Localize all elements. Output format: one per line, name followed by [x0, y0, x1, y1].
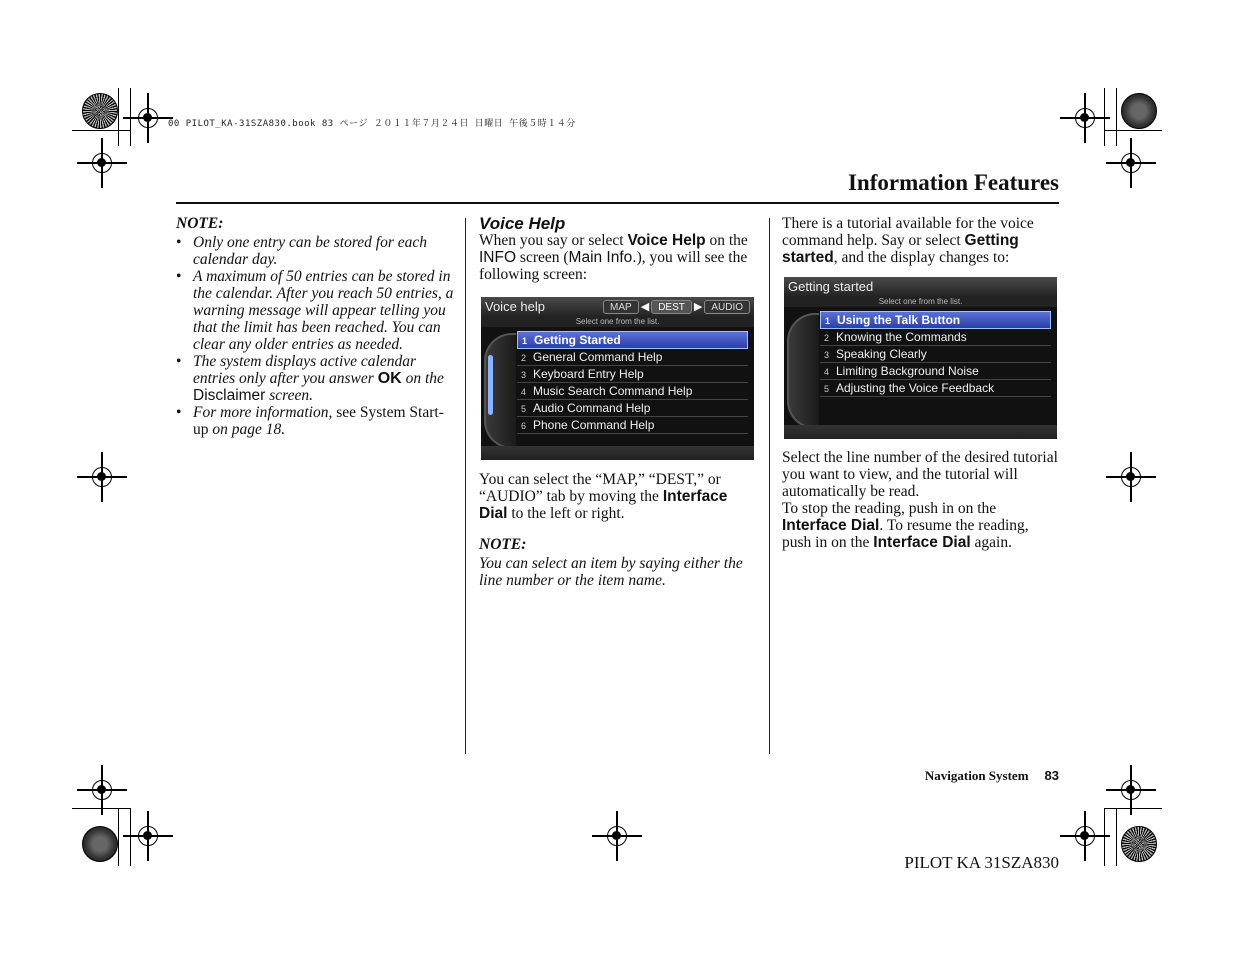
crop-mark: [1104, 808, 1162, 809]
crop-mark: [1104, 130, 1162, 131]
page-title: Information Features: [847, 170, 1059, 195]
crop-mark: [1104, 808, 1105, 866]
screen-subtitle: Select one from the list.: [784, 297, 1057, 307]
list-item: 5 Adjusting the Voice Feedback: [820, 380, 1051, 397]
section-heading: Voice Help: [479, 214, 566, 233]
column-voice-help-cont: [479, 471, 753, 589]
column-divider: [769, 218, 770, 754]
footer-section: Navigation System: [924, 768, 1029, 783]
right-arrow-icon: ▶: [693, 301, 703, 313]
list-item: 3 Speaking Clearly: [820, 346, 1051, 363]
list-item: 4 Limiting Background Noise: [820, 363, 1051, 380]
list-item: 2 Knowing the Commands: [820, 329, 1051, 346]
note-item: • Only one entry can be stored for each calendar day.: [176, 234, 428, 268]
crop-mark: [130, 808, 131, 866]
registration-target-icon: [92, 153, 112, 173]
registration-sun-icon: [82, 826, 118, 862]
screen-title-bar: [784, 277, 1057, 297]
page-footer: [925, 768, 1059, 784]
screen-footer-bar: [784, 425, 1057, 439]
voice-help-screenshot: [481, 297, 754, 460]
note-text: You can select an item by saying either the line number or the item name.: [479, 555, 743, 589]
list-item: 6 Phone Command Help: [517, 417, 748, 434]
scroll-thumb: [488, 355, 493, 415]
tab-dest: DEST: [651, 300, 692, 314]
column-voice-help: [479, 215, 753, 283]
tutorial-intro: There is a tutorial available for the voice command help. Say or select Getting started, and the display changes to:: [782, 215, 1034, 266]
column-divider: [465, 218, 466, 754]
registration-target-icon: [1121, 780, 1141, 800]
file-meta-line: 00 PILOT_KA-31SZA830.book 83 ページ ２０１１年７月２４日 日曜日 午後５時１４分: [168, 119, 576, 129]
screen-subtitle: Select one from the list.: [481, 317, 754, 327]
list-item: 3 Keyboard Entry Help: [517, 366, 748, 383]
crop-mark: [1116, 88, 1117, 146]
crop-mark: [118, 808, 119, 866]
list-item: 2 General Command Help: [517, 349, 748, 366]
registration-target-icon: [1121, 467, 1141, 487]
screen-title-bar: [481, 297, 754, 317]
getting-started-screenshot: [784, 277, 1057, 439]
note-item: • The system displays active calendar entries only after you answer OK on the Disclaimer screen.: [176, 353, 444, 404]
crop-mark: [118, 88, 119, 146]
intro-paragraph: When you say or select Voice Help on the INFO screen (Main Info.), you will see the following screen:: [479, 232, 748, 283]
registration-sun-icon: [1121, 93, 1157, 129]
screen-list: [517, 331, 748, 434]
title-rule: [176, 202, 1059, 204]
screen-tabs: [603, 300, 750, 314]
note-item: • For more information, see System Start-up on page 18.: [176, 404, 444, 438]
registration-target-icon: [1075, 108, 1095, 128]
disclaimer-term: Disclaimer: [193, 387, 266, 404]
cross-reference-link[interactable]: see System Start-up: [193, 404, 444, 438]
registration-sun-icon: [1121, 826, 1157, 862]
crop-mark: [1116, 808, 1117, 866]
list-item: 4 Music Search Command Help: [517, 383, 748, 400]
note-item: • A maximum of 50 entries can be stored in the calendar. After you reach 50 entries, a warning message will appear telling you that the limit has been reached. You can clear any older entries as needed.: [176, 268, 454, 353]
registration-target-icon: [607, 826, 627, 846]
crop-mark: [72, 130, 130, 131]
note-label: NOTE:: [479, 536, 527, 553]
left-arrow-icon: ◀: [640, 301, 650, 313]
registration-target-icon: [1075, 826, 1095, 846]
list-item: 5 Audio Command Help: [517, 400, 748, 417]
column-tutorial-cont: [782, 449, 1059, 551]
registration-target-icon: [1121, 153, 1141, 173]
ok-term: OK: [377, 370, 402, 387]
registration-target-icon: [92, 467, 112, 487]
page-number: 83: [1044, 768, 1059, 783]
list-item: 1 Using the Talk Button: [820, 311, 1051, 329]
note-label: NOTE:: [176, 215, 224, 232]
column-tutorial: [782, 215, 1059, 266]
screen-title: Getting started: [788, 279, 874, 294]
model-code: PILOT KA 31SZA830: [904, 853, 1059, 872]
registration-target-icon: [92, 780, 112, 800]
registration-target-icon: [138, 108, 158, 128]
tab-paragraph: You can select the “MAP,” “DEST,” or “AUDIO” tab by moving the Interface Dial to the left or right.: [479, 471, 728, 522]
screen-title: Voice help: [485, 299, 545, 314]
list-item: 1 Getting Started: [517, 331, 748, 349]
tutorial-paragraph: Select the line number of the desired tutorial you want to view, and the tutorial will automatically be read.: [782, 449, 1058, 500]
registration-target-icon: [138, 826, 158, 846]
tab-audio: AUDIO: [704, 300, 750, 314]
scroll-rail: [484, 333, 516, 449]
screen-list: [820, 311, 1051, 397]
note-list: [176, 234, 454, 438]
column-notes: [176, 215, 454, 438]
screen-footer-bar: [481, 446, 754, 460]
tab-map: MAP: [603, 300, 639, 314]
registration-sun-icon: [82, 93, 118, 129]
scroll-rail: [787, 313, 819, 429]
stop-resume-paragraph: To stop the reading, push in on the Interface Dial. To resume the reading, push in on the Interface Dial again.: [782, 500, 1029, 551]
